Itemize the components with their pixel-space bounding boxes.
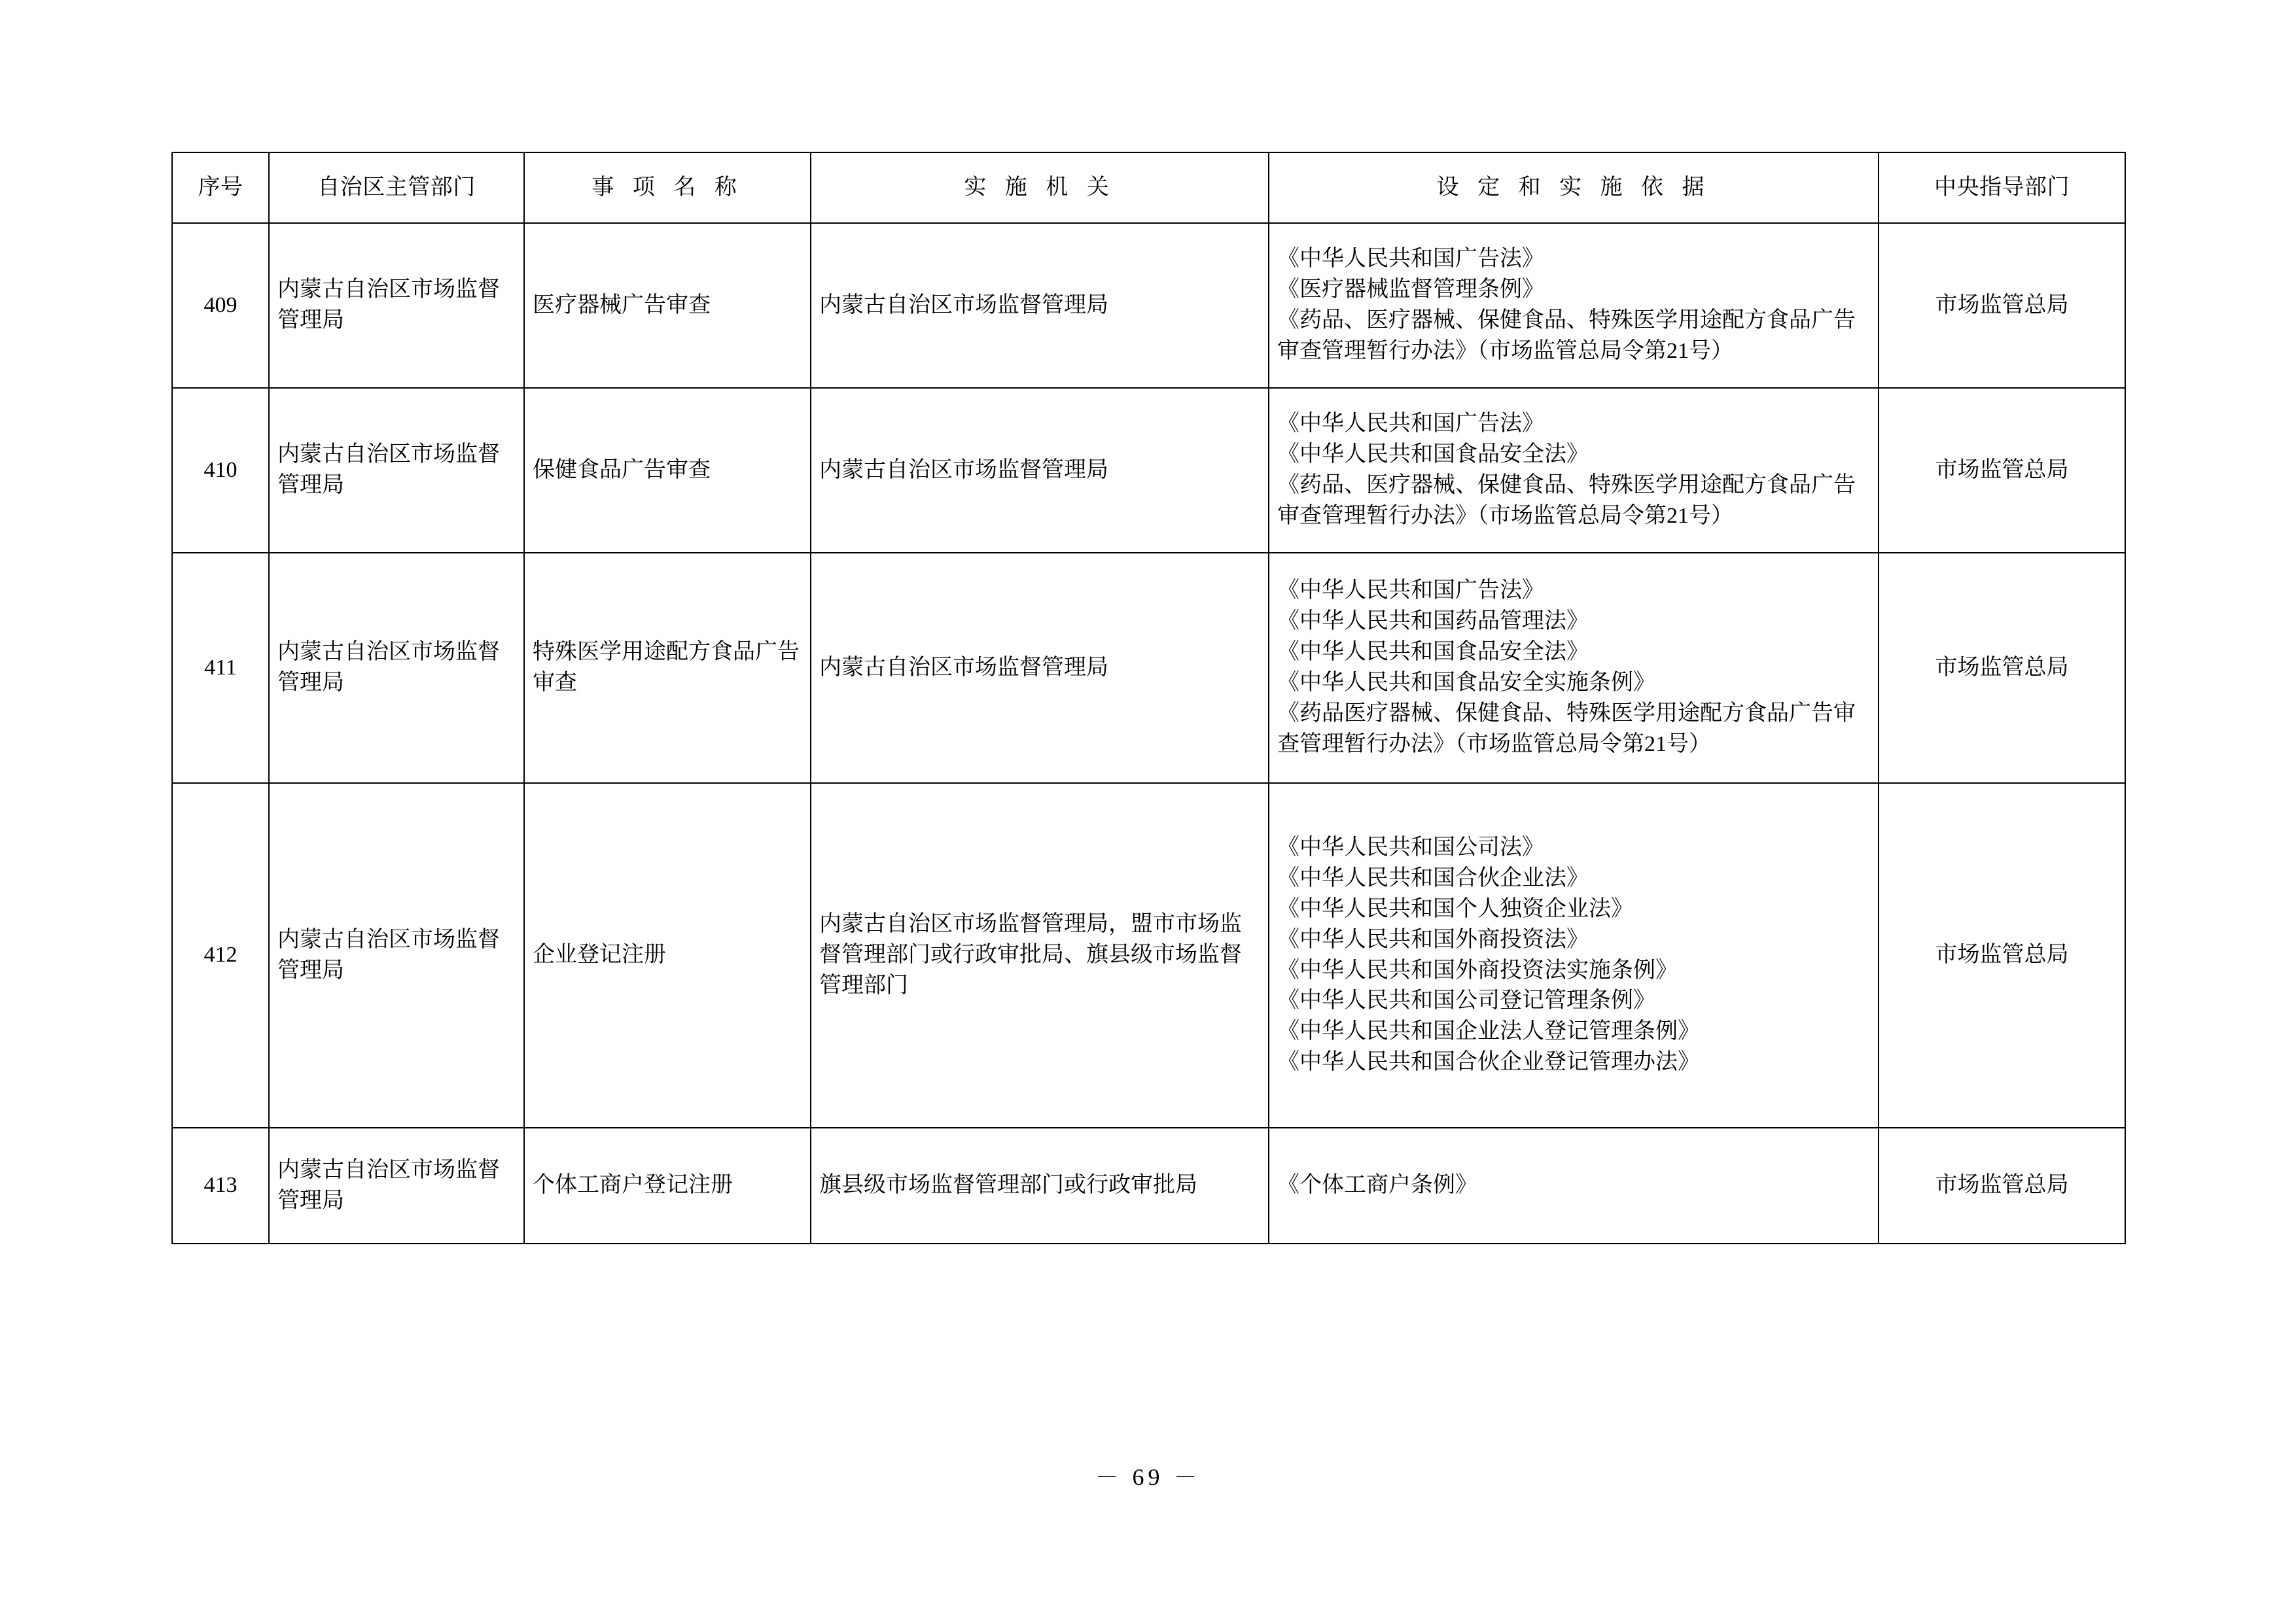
cell-organ: 内蒙古自治区市场监督管理局，盟市市场监督管理部门或行政审批局、旗县级市场监督管理部门 [811, 783, 1269, 1128]
cell-seq: 412 [172, 783, 269, 1128]
column-header-item: 事 项 名 称 [524, 152, 811, 223]
cell-organ: 旗县级市场监督管理部门或行政审批局 [811, 1128, 1269, 1244]
basis-entry: 《中华人民共和国广告法》 [1277, 578, 1544, 603]
basis-entry: 《中华人民共和国外商投资法》 [1277, 927, 1589, 952]
basis-entry: 《中华人民共和国广告法》 [1277, 247, 1544, 271]
basis-entry: 《中华人民共和国个人独资企业法》 [1277, 896, 1633, 921]
basis-entry: 《中华人民共和国外商投资法实施条例》 [1277, 958, 1678, 983]
cell-central: 市场监管总局 [1879, 388, 2125, 553]
cell-central: 市场监管总局 [1879, 553, 2125, 783]
cell-item: 特殊医学用途配方食品广告审查 [524, 553, 811, 783]
cell-basis [1269, 388, 1879, 553]
table-row [172, 1128, 2125, 1244]
cell-basis [1269, 223, 1879, 388]
basis-entry: 《中华人民共和国公司法》 [1277, 835, 1544, 860]
cell-dept: 内蒙古自治区市场监督管理局 [269, 783, 524, 1128]
cell-dept: 内蒙古自治区市场监督管理局 [269, 223, 524, 388]
column-header-central: 中央指导部门 [1879, 152, 2125, 223]
basis-entry: 《中华人民共和国企业法人登记管理条例》 [1277, 1019, 1700, 1044]
basis-entry: 《药品、医疗器械、保健食品、特殊医学用途配方食品广告审查管理暂行办法》（市场监管总局令第21号） [1277, 308, 1856, 363]
cell-organ: 内蒙古自治区市场监督管理局 [811, 223, 1269, 388]
basis-entry: 《医疗器械监督管理条例》 [1277, 277, 1544, 302]
cell-seq: 410 [172, 388, 269, 553]
table-body [172, 223, 2125, 1244]
cell-dept: 内蒙古自治区市场监督管理局 [269, 1128, 524, 1244]
cell-central: 市场监管总局 [1879, 223, 2125, 388]
table-header-row [172, 152, 2125, 223]
basis-entry: 《中华人民共和国合伙企业法》 [1277, 865, 1589, 890]
cell-seq: 409 [172, 223, 269, 388]
table-row [172, 553, 2125, 783]
cell-basis [1269, 553, 1879, 783]
cell-central: 市场监管总局 [1879, 783, 2125, 1128]
basis-entry: 《中华人民共和国食品安全法》 [1277, 442, 1589, 467]
basis-entry: 《个体工商户条例》 [1277, 1173, 1477, 1198]
cell-item: 医疗器械广告审查 [524, 223, 811, 388]
cell-seq: 411 [172, 553, 269, 783]
cell-dept: 内蒙古自治区市场监督管理局 [269, 388, 524, 553]
cell-dept: 内蒙古自治区市场监督管理局 [269, 553, 524, 783]
basis-entry: 《中华人民共和国广告法》 [1277, 411, 1544, 436]
basis-entry: 《中华人民共和国药品管理法》 [1277, 609, 1589, 634]
page-number: － 69 － [1095, 1464, 1201, 1490]
cell-central: 市场监管总局 [1879, 1128, 2125, 1244]
table-header [172, 152, 2125, 223]
cell-item: 企业登记注册 [524, 783, 811, 1128]
column-header-dept: 自治区主管部门 [269, 152, 524, 223]
basis-entry: 《中华人民共和国公司登记管理条例》 [1277, 988, 1655, 1013]
cell-organ: 内蒙古自治区市场监督管理局 [811, 553, 1269, 783]
column-header-seq: 序号 [172, 152, 269, 223]
column-header-organ: 实 施 机 关 [811, 152, 1269, 223]
cell-seq: 413 [172, 1128, 269, 1244]
cell-item: 个体工商户登记注册 [524, 1128, 811, 1244]
table-row [172, 783, 2125, 1128]
cell-organ: 内蒙古自治区市场监督管理局 [811, 388, 1269, 553]
basis-entry: 《中华人民共和国食品安全法》 [1277, 640, 1589, 665]
administrative-items-table [171, 152, 2126, 1244]
basis-entry: 《药品医疗器械、保健食品、特殊医学用途配方食品广告审查管理暂行办法》（市场监管总局令第21号） [1277, 701, 1856, 756]
cell-item: 保健食品广告审查 [524, 388, 811, 553]
administrative-items-table-wrapper [171, 152, 2125, 1244]
table-row [172, 223, 2125, 388]
basis-entry: 《中华人民共和国合伙企业登记管理办法》 [1277, 1050, 1700, 1075]
column-header-basis: 设 定 和 实 施 依 据 [1269, 152, 1879, 223]
cell-basis [1269, 1128, 1879, 1244]
basis-entry: 《中华人民共和国食品安全实施条例》 [1277, 671, 1655, 695]
cell-basis [1269, 783, 1879, 1128]
basis-entry: 《药品、医疗器械、保健食品、特殊医学用途配方食品广告审查管理暂行办法》（市场监管总局令第21号） [1277, 473, 1856, 528]
table-row [172, 388, 2125, 553]
